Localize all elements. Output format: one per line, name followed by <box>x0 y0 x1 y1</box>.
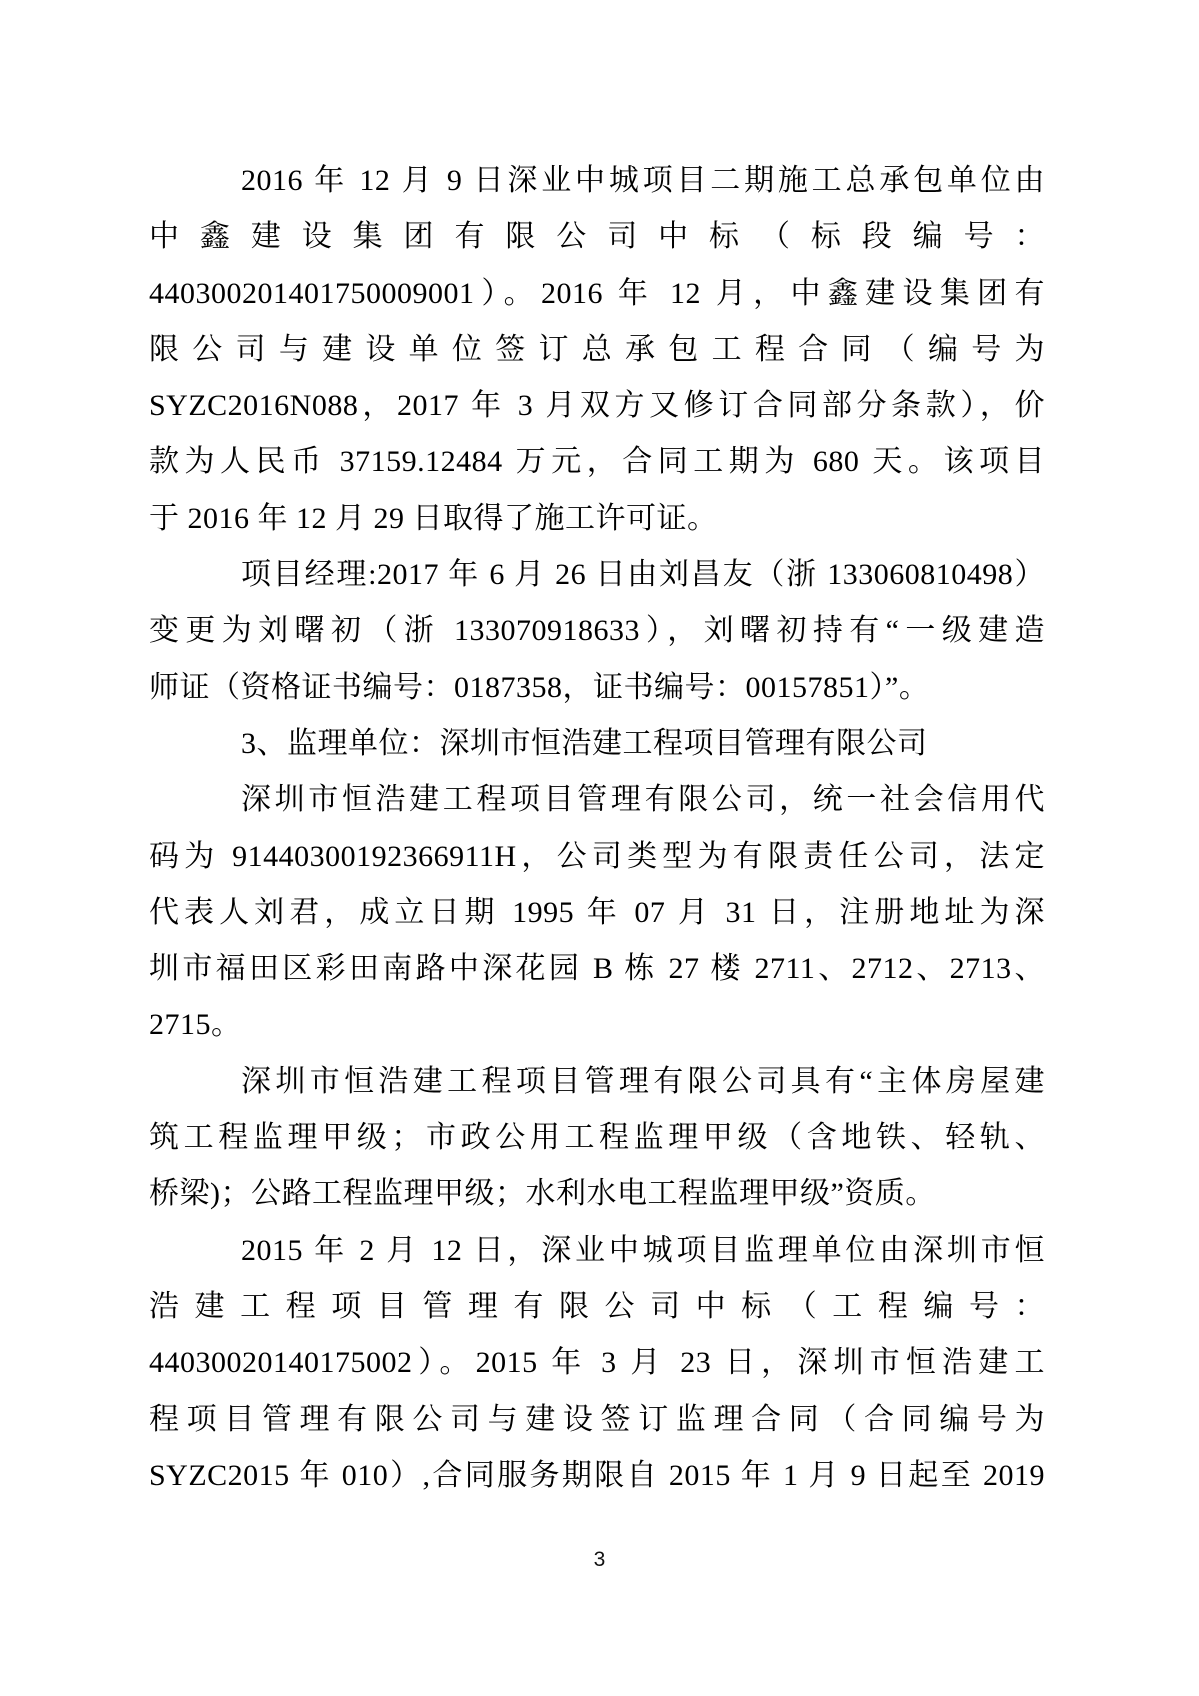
text-line: 项目经理:2017 年 6 月 26 日由刘昌友（浙 133060810498） <box>241 558 1045 592</box>
text-line: 码为 91440300192366911H，公司类型为有限责任公司，法定 <box>149 839 1045 873</box>
text-line: 440300201401750009001）。2016 年 12 月，中鑫建设集团有 <box>149 276 1045 310</box>
text-line: 师证（资格证书编号：0187358，证书编号：00157851）”。 <box>149 670 930 704</box>
paragraph <box>149 153 1045 547</box>
text-line: 桥梁)；公路工程监理甲级；水利水电工程监理甲级”资质。 <box>149 1177 936 1211</box>
text-line: 深圳市恒浩建工程项目管理有限公司具有“主体房屋建 <box>241 1064 1045 1098</box>
text-line: 代表人刘君，成立日期 1995 年 07 月 31 日，注册地址为深 <box>149 895 1045 929</box>
text-line: 限公司与建设单位签订总承包工程合同（编号为 <box>149 332 1045 366</box>
text-line: SYZC2016N088，2017 年 3 月双方又修订合同部分条款），价 <box>149 389 1045 423</box>
text-line: 2016 年 12 月 9 日深业中城项目二期施工总承包单位由 <box>241 164 1045 197</box>
text-line: 程项目管理有限公司与建设签订监理合同（合同编号为 <box>149 1402 1045 1436</box>
text-line: 款为人民币 37159.12484 万元，合同工期为 680 天。该项目 <box>149 445 1045 479</box>
text-line: 圳市福田区彩田南路中深花园 B 栋 27 楼 2711、2712、2713、 <box>149 952 1045 986</box>
text-line: SYZC2015 年 010）,合同服务期限自 2015 年 1 月 9 日起至 2019 <box>149 1458 1045 1492</box>
text-line: 深圳市恒浩建工程项目管理有限公司，统一社会信用代 <box>241 783 1045 817</box>
page-number: 3 <box>593 1548 606 1571</box>
paragraph <box>149 716 1045 772</box>
paragraph <box>149 1223 1045 1504</box>
text-line: 3、监理单位：深圳市恒浩建工程项目管理有限公司 <box>241 726 928 760</box>
text-line: 2715。 <box>149 1008 242 1042</box>
text-line: 44030020140175002）。2015 年 3 月 23 日，深圳市恒浩建工 <box>149 1346 1045 1380</box>
document-body <box>149 153 1045 1504</box>
text-line: 变更为刘曙初（浙 133070918633），刘曙初持有“一级建造 <box>149 614 1045 648</box>
text-line: 中鑫建设集团有限公司中标（标段编号： <box>149 220 1045 254</box>
text-line: 筑工程监理甲级；市政公用工程监理甲级（含地铁、轻轨、 <box>149 1121 1045 1155</box>
paragraph <box>149 547 1045 716</box>
text-line: 浩建工程项目管理有限公司中标（工程编号： <box>149 1289 1045 1323</box>
text-line: 于 2016 年 12 月 29 日取得了施工许可证。 <box>149 501 718 535</box>
paragraph <box>149 1054 1045 1223</box>
paragraph <box>149 772 1045 1053</box>
text-line: 2015 年 2 月 12 日，深业中城项目监理单位由深圳市恒 <box>241 1233 1045 1267</box>
